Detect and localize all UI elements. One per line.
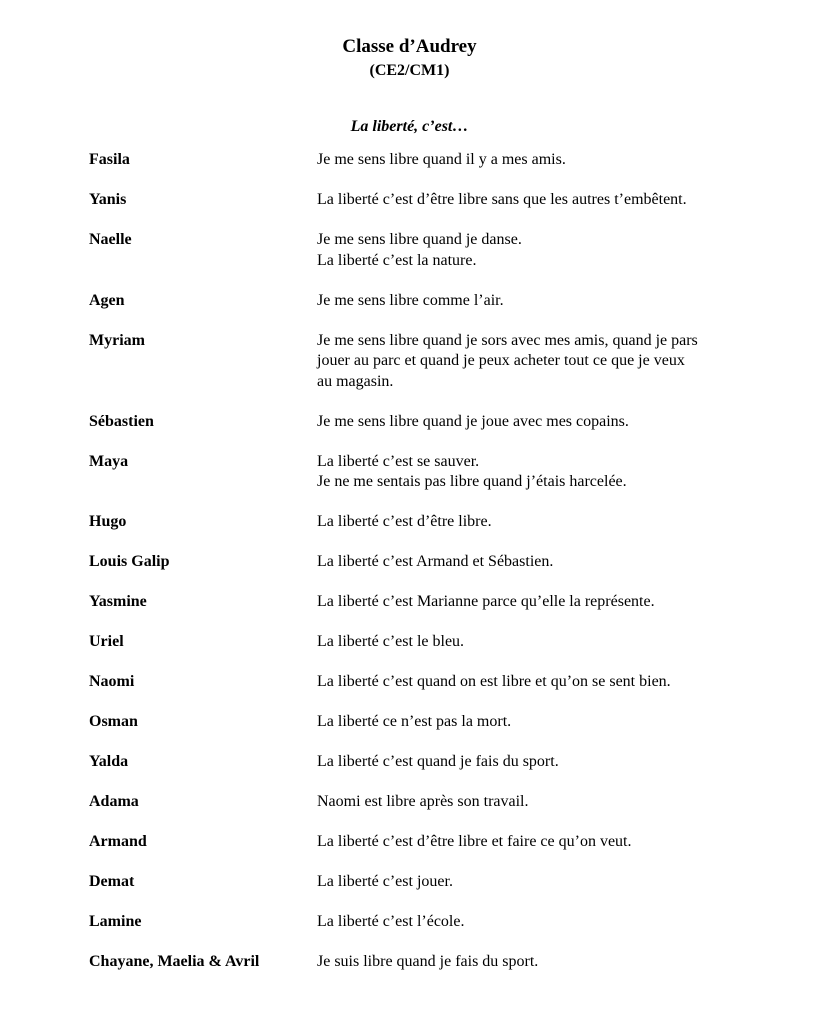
document-subtitle: (CE2/CM1) [369, 62, 450, 79]
list-item [89, 592, 789, 613]
list-item [89, 452, 789, 493]
quote-line: La liberté c’est quand je fais du sport. [317, 753, 559, 770]
list-item [89, 952, 789, 973]
list-item [89, 230, 789, 271]
list-item [89, 150, 789, 171]
list-item [89, 190, 789, 211]
student-name: Chayane, Maelia & Avril [89, 953, 260, 970]
student-quote [317, 712, 757, 733]
quote-line: La liberté c’est d’être libre et faire ce qu’on veut. [317, 833, 632, 850]
student-name: Lamine [89, 913, 142, 930]
list-item [89, 712, 789, 733]
quote-line: Je me sens libre quand je sors avec mes amis, quand je pars [317, 331, 698, 349]
student-name: Yasmine [89, 593, 147, 610]
student-quote [317, 230, 757, 271]
student-quote [317, 552, 757, 573]
student-quote [317, 190, 757, 211]
student-quote [317, 912, 757, 933]
student-quote [317, 792, 757, 813]
section-heading: La liberté, c’est… [350, 118, 469, 135]
quote-line: La liberté c’est l’école. [317, 913, 465, 930]
quote-line: Je me sens libre comme l’air. [317, 291, 504, 309]
quote-line: au magasin. [317, 372, 394, 390]
student-name: Uriel [89, 633, 124, 650]
quote-line: Je me sens libre quand je joue avec mes copains. [317, 412, 629, 430]
student-name: Sébastien [89, 412, 154, 430]
list-item [89, 632, 789, 653]
quote-line: La liberté c’est d’être libre sans que les autres t’embêtent. [317, 191, 687, 208]
student-name: Myriam [89, 331, 145, 349]
quote-line: Je me sens libre quand je danse. [317, 231, 522, 248]
student-name: Demat [89, 873, 135, 890]
list-item [89, 291, 789, 312]
student-quote [317, 452, 757, 493]
student-name: Fasila [89, 151, 130, 168]
student-quote [317, 150, 757, 171]
quote-line: Je ne me sentais pas libre quand j’étais harcelée. [317, 473, 627, 490]
student-quote [317, 592, 757, 613]
student-quote [317, 291, 757, 312]
entries-list [89, 150, 789, 992]
student-name: Armand [89, 833, 147, 850]
student-quote [317, 952, 757, 973]
list-item [89, 512, 789, 533]
student-quote [317, 672, 757, 693]
list-item [89, 331, 789, 393]
list-item [89, 792, 789, 813]
document-title: Classe d’Audrey [342, 36, 477, 57]
quote-line: La liberté c’est jouer. [317, 873, 453, 890]
quote-line: La liberté c’est Armand et Sébastien. [317, 553, 554, 570]
quote-line: La liberté c’est se sauver. [317, 452, 480, 470]
list-item [89, 912, 789, 933]
list-item [89, 672, 789, 693]
student-name: Agen [89, 291, 125, 309]
quote-line: La liberté c’est d’être libre. [317, 513, 492, 530]
list-item [89, 412, 789, 433]
student-quote [317, 412, 757, 433]
student-name: Naomi [89, 673, 135, 690]
student-name: Yanis [89, 191, 127, 208]
student-name: Adama [89, 793, 139, 810]
quote-line: Je me sens libre quand il y a mes amis. [317, 151, 566, 168]
quote-line: Naomi est libre après son travail. [317, 793, 529, 810]
list-item [89, 872, 789, 893]
quote-line: La liberté c’est Marianne parce qu’elle la représente. [317, 593, 655, 610]
list-item [89, 552, 789, 573]
student-name: Yalda [89, 753, 129, 770]
student-quote [317, 632, 757, 653]
quote-line: jouer au parc et quand je peux acheter tout ce que je veux [317, 352, 685, 369]
student-quote [317, 512, 757, 533]
student-quote [317, 331, 757, 393]
student-name: Naelle [89, 231, 132, 248]
student-name: Maya [89, 452, 129, 470]
student-quote [317, 872, 757, 893]
list-item [89, 752, 789, 773]
student-quote [317, 752, 757, 773]
quote-line: La liberté c’est le bleu. [317, 633, 465, 650]
quote-line: La liberté c’est quand on est libre et qu’on se sent bien. [317, 673, 671, 690]
student-name: Hugo [89, 513, 127, 530]
quote-line: Je suis libre quand je fais du sport. [317, 953, 539, 970]
student-name: Louis Galip [89, 553, 170, 570]
list-item [89, 832, 789, 853]
student-name: Osman [89, 713, 138, 730]
student-quote [317, 832, 757, 853]
quote-line: La liberté c’est la nature. [317, 251, 477, 269]
quote-line: La liberté ce n’est pas la mort. [317, 713, 512, 730]
